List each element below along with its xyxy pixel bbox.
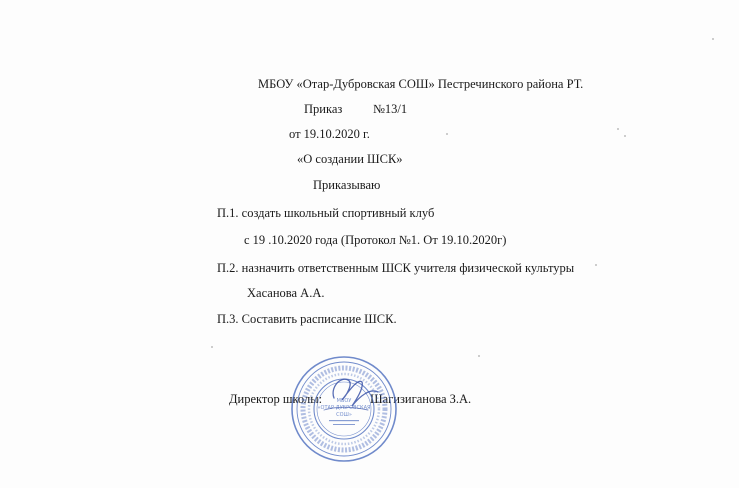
director-name: Шагизиганова З.А. [370, 392, 472, 406]
order-word: Приказ [304, 102, 343, 116]
svg-text:СОШ»: СОШ» [336, 412, 352, 418]
scan-speck [624, 135, 626, 137]
scan-speck [478, 355, 480, 357]
item-1-continuation: с 19 .10.2020 года (Протокол №1. От 19.10.2020г) [244, 233, 507, 247]
svg-text:МБОУ: МБОУ [336, 398, 352, 404]
scan-speck [712, 38, 714, 40]
scan-speck [595, 264, 597, 266]
command-word: Приказываю [313, 178, 381, 192]
item-3: П.3. Составить расписание ШСК. [217, 312, 397, 326]
order-date: от 19.10.2020 г. [289, 127, 370, 141]
order-subject: «О создании ШСК» [297, 152, 403, 166]
scan-speck [617, 128, 619, 130]
director-signature [318, 366, 388, 416]
scan-speck [211, 346, 213, 348]
svg-text:«ОТАР-ДУБРОВСКАЯ: «ОТАР-ДУБРОВСКАЯ [317, 405, 371, 411]
item-2: П.2. назначить ответственным ШСК учителя физической культуры [217, 261, 575, 275]
item-2-continuation: Хасанова А.А. [247, 286, 325, 300]
director-label: Директор школы: [229, 392, 323, 406]
scan-speck [446, 133, 448, 135]
item-1: П.1. создать школьный спортивный клуб [217, 206, 435, 220]
school-header: МБОУ «Отар-Дубровская СОШ» Пестречинского района РТ. [258, 77, 584, 91]
order-number: №13/1 [373, 102, 408, 116]
